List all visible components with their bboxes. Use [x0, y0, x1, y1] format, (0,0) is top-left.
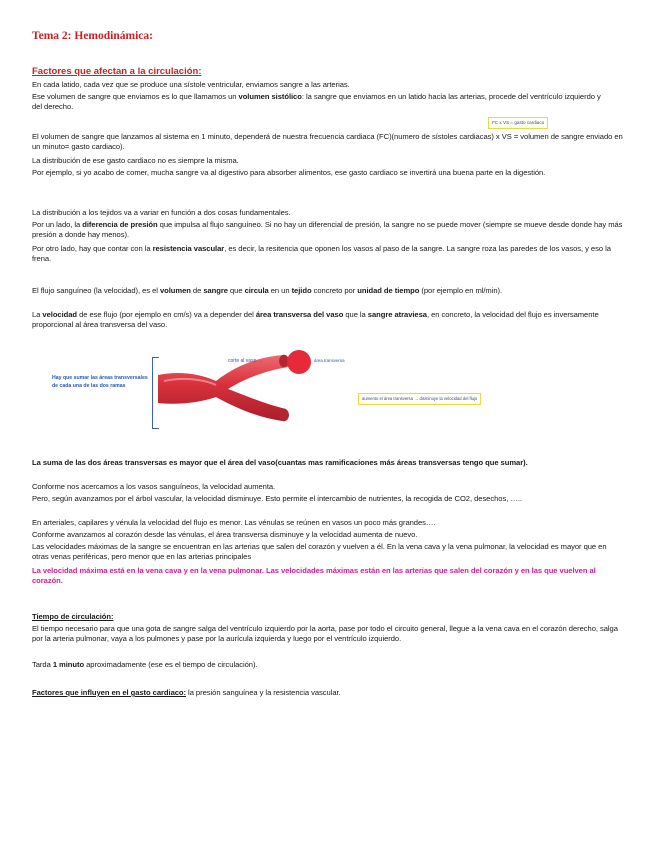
paragraph: La distribución a los tejidos va a variar en función a dos cosas fundamentales. — [32, 208, 291, 217]
label-corte-vaso: corte al vaso → — [228, 358, 263, 364]
paragraph: Las velocidades máximas de la sangre se encuentran en las arterias que salen del corazón y vuelven a él. En la vena cava y la vena pulmonar, la velocidad es mayor que en otras venas periféricas, pero menor que en las arterias principales — [32, 542, 607, 562]
vessel-shape — [158, 355, 288, 421]
branch-end-lower — [279, 409, 289, 421]
paragraph: Por ejemplo, si yo acabo de comer, mucha sangre va al digestivo para absorber alimentos, ese gasto cardiaco se invertirá una buena parte en la digestión. — [32, 168, 546, 177]
paragraph: El volumen de sangre que lanzamos al sistema en 1 minuto, dependerá de nuestra frecuencia cardiaca (FC)(numero de sístoles cardiacas) x VS = volumen de sangre enviado en un minuto= gasto cardiaco). — [32, 132, 623, 152]
paragraph: En cada latido, cada vez que se produce una sístole ventricular, enviamos sangre a las arterias. — [32, 80, 350, 89]
paragraph: La velocidad de ese flujo (por ejemplo en cm/s) va a depender del área transversa del vaso que la sangre atraviesa, en concreto, la velocidad del flujo es inversamente proporcional al área transversa del vaso. — [32, 310, 599, 330]
paragraph: Tarda 1 minuto aproximadamente (ese es el tiempo de circulación). — [32, 660, 258, 669]
paragraph: Conforme nos acercamos a los vasos sanguíneos, la velocidad aumenta. — [32, 482, 276, 491]
section-heading-factores: Factores que afectan a la circulación: — [32, 66, 202, 77]
note-box-gasto-cardiaco: FC x VS = gasto cardiaco — [488, 117, 548, 129]
paragraph: Por otro lado, hay que contar con la resistencia vascular, es decir, la resitencia que oponen los vasos al paso de la sangre. La sangre roza las paredes de los vasos, y eso la frena. — [32, 244, 611, 264]
paragraph: Pero, según avanzamos por el árbol vascular, la velocidad disminuye. Esto permite el intercambio de nutrientes, la recogida de CO2, desechos, ….. — [32, 494, 522, 503]
paragraph: En arteriales, capilares y vénula la velocidad del flujo es menor. Las vénulas se reúnen en vasos un poco más grandes…. — [32, 518, 436, 527]
paragraph: La distribución de ese gasto cardiaco no es siempre la misma. — [32, 156, 239, 165]
page-title: Tema 2: Hemodinámica: — [32, 30, 153, 42]
paragraph-highlight: La velocidad máxima está en la vena cava y en la vena pulmonar. Las velocidades máximas están en las arterias que salen del corazón y en las que vuelven al corazón. — [32, 566, 596, 586]
paragraph: El flujo sanguíneo (la velocidad), es el volumen de sangre que circula en un tejido concreto por unidad de tiempo (por ejemplo en ml/min). — [32, 286, 503, 295]
section-heading-gasto: Factores que influyen en el gasto cardiaco: — [32, 688, 186, 697]
paragraph-gasto: Factores que influyen en el gasto cardiaco: la presión sanguínea y la resistencia vascular. — [32, 688, 341, 697]
section-heading-tiempo: Tiempo de circulación: — [32, 612, 114, 621]
figure-note-sumar-areas: Hay que sumar las áreas transversales de cada una de las dos ramas — [52, 375, 148, 389]
paragraph: Ese volumen de sangre que enviamos es lo que llamamos un volumen sistólico: la sangre que enviamos en un latido hacia las arterias, procede del ventrículo izquierdo y del derecho. — [32, 92, 601, 112]
paragraph: Conforme avanzamos al corazón desde las vénulas, el área transversa disminuye y la velocidad aumenta de nuevo. — [32, 530, 418, 539]
paragraph-bold: La suma de las dos áreas transversas es mayor que el área del vaso(cuantas mas ramificaciones más áreas transversas tengo que sumar). — [32, 458, 528, 467]
paragraph: Por un lado, la diferencia de presión que impulsa al flujo sanguíneo. Si no hay un diferencial de presión, la sangre no se puede mover (siempre se mueve desde donde hay más presión a donde hay menos). — [32, 220, 623, 240]
note-box-area-velocidad: aumento el área transversa → disminuye la velocidad del flujo — [358, 393, 481, 405]
cross-section-circle — [286, 349, 312, 375]
paragraph: El tiempo necesario para que una gota de sangre salga del ventrículo izquierdo por la aorta, pase por todo el circuito general, llegue a la vena cava en el corazón derecho, salga por la arteria pulmonar, vaya a los pulmones y pase por la aurícula izquierda y luego por el ventrículo izquierdo. — [32, 624, 618, 644]
label-area-transversa: área transversa — [314, 358, 345, 363]
